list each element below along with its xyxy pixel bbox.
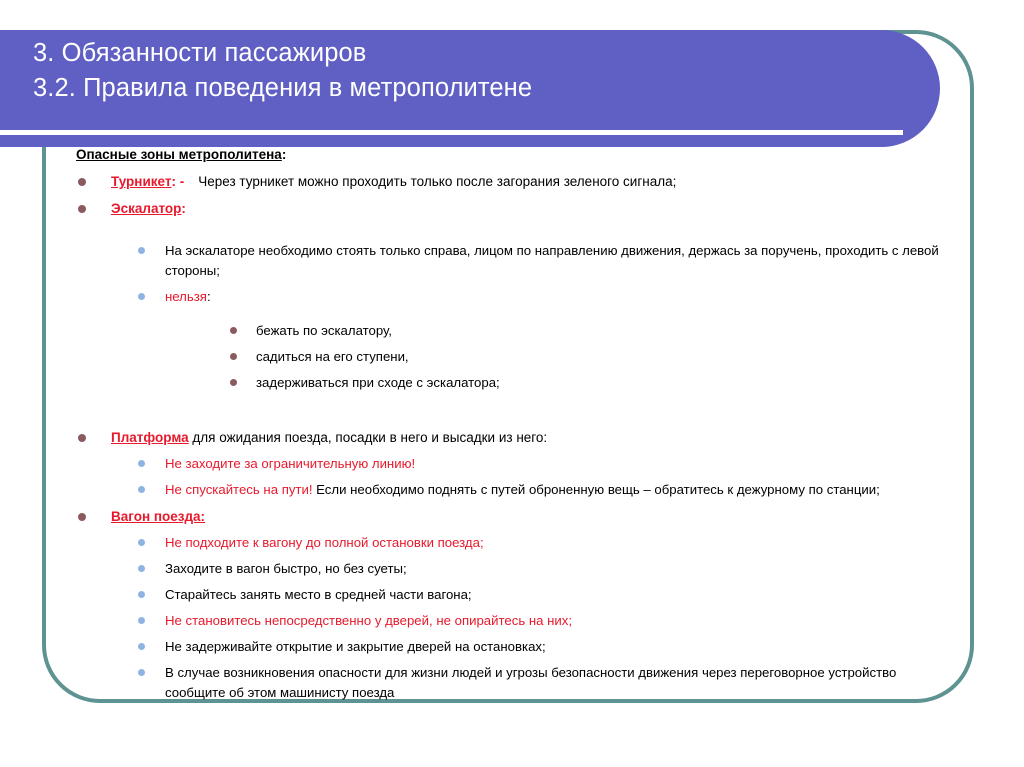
section-heading-label: Опасные зоны метрополитена (76, 147, 282, 162)
list-item-car-rule-4 (136, 611, 942, 637)
platform-warning-text: Не заходите за ограничительную линию! (165, 456, 416, 471)
forbidden-item-text: задерживаться при сходе с эскалатора; (256, 375, 500, 390)
bullet-icon (78, 434, 86, 442)
forbidden-label-colon: : (206, 289, 211, 304)
escalator-label: Эскалатор (111, 201, 182, 216)
platform-warning-text-red: Не спускайтесь на пути! (165, 482, 313, 497)
list-item-forbidden-run (228, 321, 928, 347)
bullet-icon (78, 178, 86, 186)
car-rule-text: Не становитесь непосредственно у дверей, не опирайтесь на них; (165, 613, 573, 628)
page-title-line-1: 3. Обязанности пассажиров (33, 39, 367, 67)
platform-label: Платформа (111, 430, 189, 445)
car-rule-text: В случае возникновения опасности для жизни людей и угрозы безопасности движения через переговорное устройство сообщите об этом машинисту поезда (165, 665, 897, 700)
escalator-label-tail: : (181, 201, 186, 216)
forbidden-item-text: садиться на его ступени, (256, 349, 409, 364)
bullet-icon (138, 617, 145, 624)
car-rule-text: Заходите в вагон быстро, но без суеты; (165, 561, 407, 576)
list-item-forbidden-sit (228, 347, 928, 373)
page-title-line-2: 3.2. Правила поведения в метрополитене (33, 74, 533, 102)
list-item-car-rule-6 (136, 663, 942, 709)
bullet-icon (138, 247, 145, 254)
list-item-platform-tracks (136, 480, 942, 506)
list-item-turnstile (76, 171, 942, 198)
list-item-car-rule-2 (136, 559, 942, 585)
turnstile-label-tail: : - (171, 174, 185, 189)
spacer (0, 399, 1024, 415)
list-item-car-rule-1 (136, 533, 942, 559)
list-item-car-rule-3 (136, 585, 942, 611)
title-banner-rule (0, 130, 903, 135)
bullet-icon (138, 486, 145, 493)
spacer (0, 415, 1024, 427)
car-rule-text: Не задерживайте открытие и закрытие дверей на остановках; (165, 639, 546, 654)
bullet-icon (230, 353, 237, 360)
section-heading-colon: : (281, 147, 287, 162)
list-item-platform (76, 427, 942, 454)
slide-content (0, 145, 1024, 709)
bullet-icon (138, 565, 145, 572)
platform-warning-text-black: Если необходимо поднять с путей оброненную вещь – обратитесь к дежурному по станции; (312, 482, 880, 497)
list-item-escalator (76, 198, 942, 225)
list-item-escalator-stand-right (136, 241, 942, 287)
list-item-escalator-forbidden-label (136, 287, 942, 313)
car-rule-text: Не подходите к вагону до полной остановки поезда; (165, 535, 484, 550)
train-car-label: Вагон поезда: (111, 509, 206, 524)
bullet-icon (138, 591, 145, 598)
escalator-rule-text: На эскалаторе необходимо стоять только справа, лицом по направлению движения, держась за поручень, проходить с левой стороны; (165, 243, 939, 278)
forbidden-item-text: бежать по эскалатору, (256, 323, 392, 338)
bullet-icon (230, 379, 237, 386)
bullet-icon (138, 293, 145, 300)
page-title (33, 36, 893, 106)
bullet-icon (138, 460, 145, 467)
bullet-icon (230, 327, 237, 334)
turnstile-text: Через турникет можно проходить только после загорания зеленого сигнала; (198, 174, 677, 189)
spacer (0, 225, 1024, 241)
bullet-icon (78, 205, 86, 213)
car-rule-text: Старайтесь занять место в средней части вагона; (165, 587, 472, 602)
bullet-icon (78, 513, 86, 521)
bullet-icon (138, 539, 145, 546)
platform-label-tail: для ожидания поезда, посадки в него и высадки из него: (188, 430, 548, 445)
forbidden-label: нельзя (165, 289, 207, 304)
list-item-platform-line (136, 454, 942, 480)
turnstile-label: Турникет (111, 174, 172, 189)
list-item-car-rule-5 (136, 637, 942, 663)
spacer (0, 313, 1024, 321)
bullet-icon (138, 669, 145, 676)
bullet-icon (138, 643, 145, 650)
list-item-forbidden-linger (228, 373, 928, 399)
list-item-train-car (76, 506, 942, 533)
section-heading-dangerous-zones (76, 145, 936, 171)
